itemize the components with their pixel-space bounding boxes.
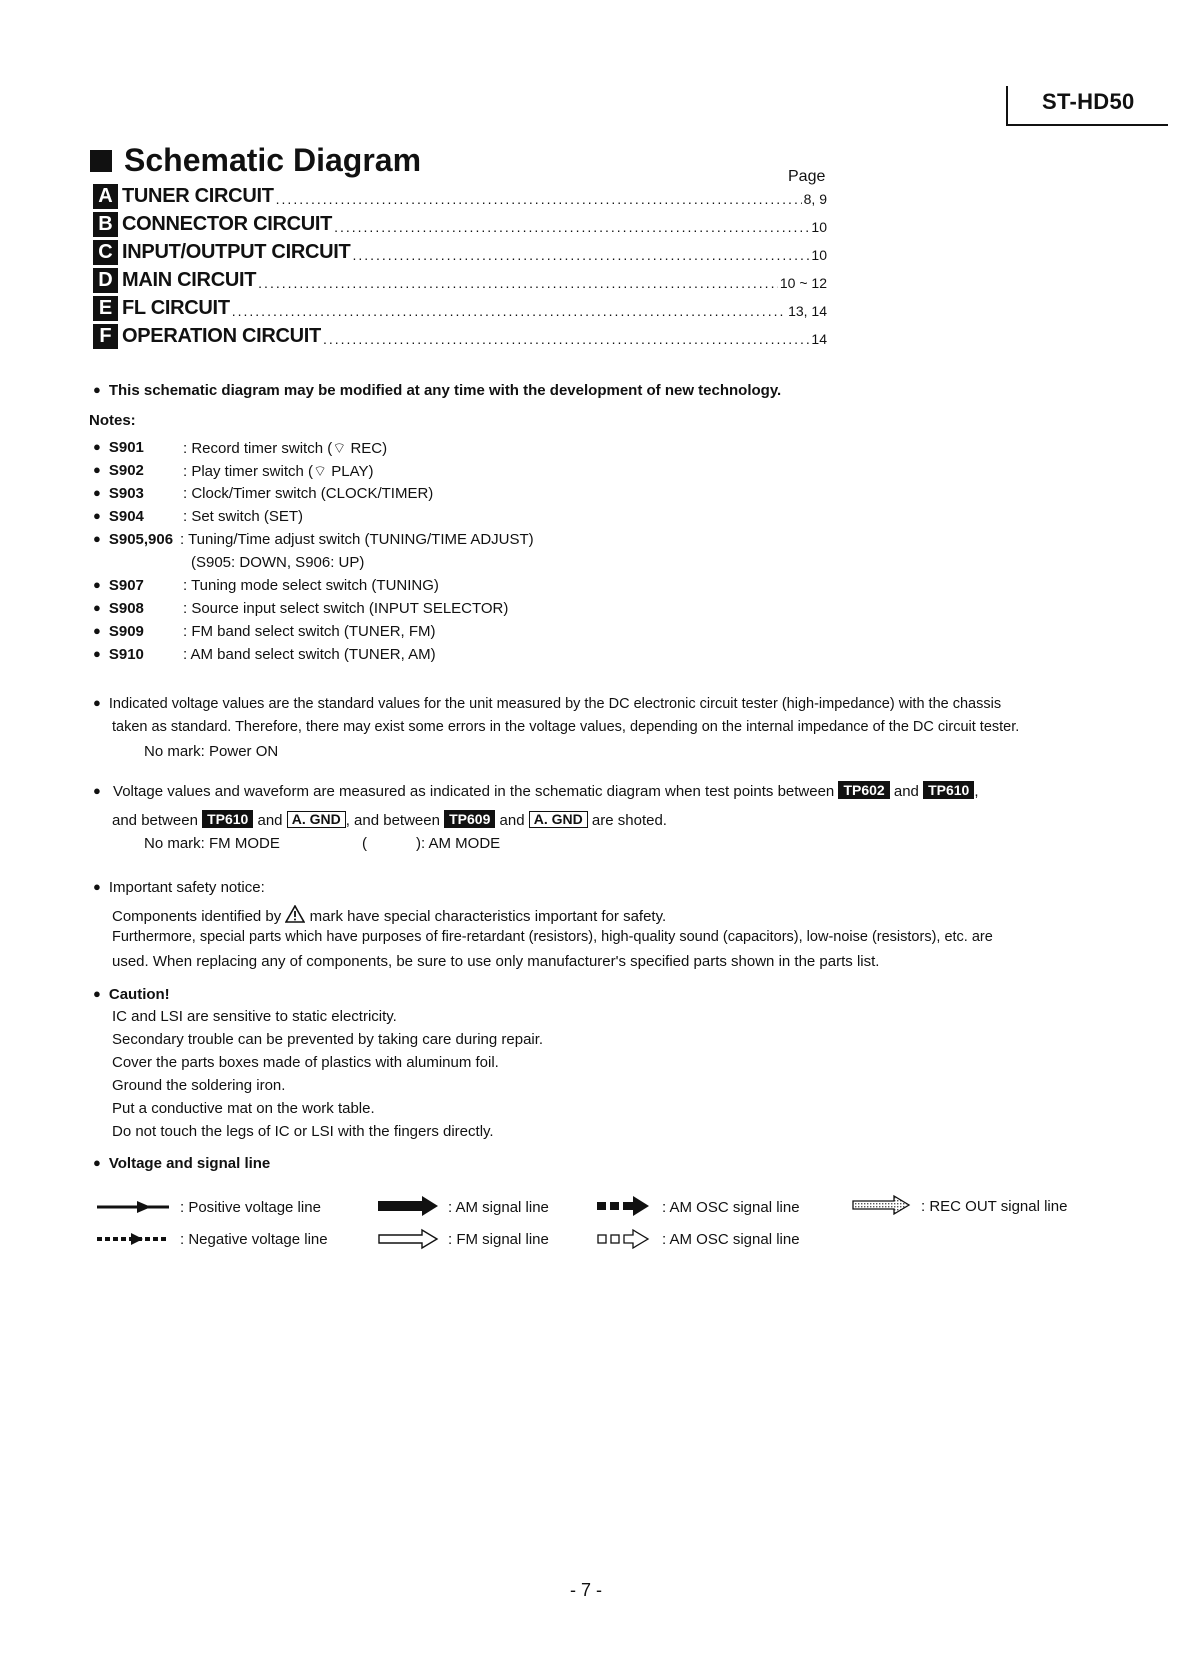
notes-heading: Notes: (89, 412, 136, 429)
warning-triangle-icon (285, 905, 305, 923)
toc-item-operation[interactable] (93, 323, 827, 349)
toc-item-label: MAIN CIRCUIT (122, 269, 257, 291)
safety-heading (93, 879, 265, 896)
switch-desc: : FM band select switch (TUNER, FM) (183, 623, 436, 640)
toc-letter-badge: C (93, 240, 118, 265)
comma-text: , (974, 783, 979, 800)
legend-negative-label: : Negative voltage line (180, 1231, 328, 1248)
toc-item-label: INPUT/OUTPUT CIRCUIT (122, 241, 351, 263)
and-text: and (893, 783, 919, 800)
switch-id (93, 623, 144, 640)
positive-voltage-line-icon (97, 1200, 171, 1214)
safety-text: Components identified by (112, 908, 282, 925)
legend-am-signal-label: : AM signal line (448, 1199, 549, 1216)
switch-id-text: S903 (108, 485, 144, 502)
caution-heading (93, 986, 170, 1003)
voltage-note-line1 (93, 696, 1001, 712)
toc-letter-badge: D (93, 268, 118, 293)
toc-item-page: 8, 9 (803, 191, 827, 207)
agnd-badge: A. GND (287, 811, 346, 828)
waveform-note-line1 (93, 781, 979, 800)
page-title (90, 142, 421, 179)
switch-id-text: S905,906 (108, 531, 174, 548)
switch-id-text: S902 (108, 462, 144, 479)
toc-item-label: FL CIRCUIT (122, 297, 230, 319)
legend-am-osc-label-2: : AM OSC signal line (662, 1231, 800, 1248)
page-number: - 7 - (570, 1580, 603, 1600)
toc-item-page: 10 (811, 219, 827, 235)
switch-id (93, 439, 144, 456)
toc-item-label: CONNECTOR CIRCUIT (122, 213, 333, 235)
legend-fm-signal-label: : FM signal line (448, 1231, 549, 1248)
switch-desc: : Tuning mode select switch (TUNING) (183, 577, 439, 594)
and-between-text: and between (112, 812, 198, 829)
toc-page-header: Page (788, 168, 826, 185)
switch-desc: : Set switch (SET) (183, 508, 304, 525)
toc-letter-badge: A (93, 184, 118, 209)
toc-item-tuner[interactable] (93, 183, 827, 209)
caution-line: Cover the parts boxes made of plastics with aluminum foil. (112, 1054, 499, 1071)
toc-letter-badge: B (93, 212, 118, 237)
rec-out-signal-line-icon (852, 1194, 912, 1216)
toc-letter-badge: E (93, 296, 118, 321)
switch-id-text: S909 (108, 623, 144, 640)
caution-line: Put a conductive mat on the work table. (112, 1100, 375, 1117)
voltage-note-line2: taken as standard. Therefore, there may exist some errors in the voltage values, depending on the internal impedance of the DC circuit tester. (112, 719, 1020, 735)
legend-heading-text: Voltage and signal line (108, 1155, 271, 1172)
toc-item-page: 10 (811, 247, 827, 263)
toc-item-connector[interactable] (93, 211, 827, 237)
caution-line: Secondary trouble can be prevented by taking care during repair. (112, 1031, 544, 1048)
toc-item-fl[interactable] (93, 295, 827, 321)
waveform-note-line2 (112, 810, 667, 829)
toc-letter-badge: F (93, 324, 118, 349)
fm-signal-line-icon (378, 1228, 440, 1250)
am-mode-open-paren: ( (362, 835, 367, 852)
safety-text: mark have special characteristics important for safety. (309, 908, 667, 925)
switch-desc: : Source input select switch (INPUT SELECTOR) (183, 600, 509, 617)
toc-leader-dots (334, 217, 809, 237)
and-between-text: , and between (345, 812, 440, 829)
toc-item-label: OPERATION CIRCUIT (122, 325, 321, 347)
am-osc-filled-line-icon (597, 1195, 651, 1217)
voltage-note-line3: No mark: Power ON (144, 743, 279, 760)
toc-leader-dots (352, 245, 809, 265)
switch-desc-continuation: (S905: DOWN, S906: UP) (191, 554, 365, 571)
safety-heading-text: Important safety notice: (108, 879, 265, 896)
toc-item-page: 13, 14 (788, 303, 827, 319)
legend-am-osc-label-1: : AM OSC signal line (662, 1199, 800, 1216)
legend-rec-out-label: : REC OUT signal line (921, 1198, 1068, 1215)
toc-leader-dots (323, 329, 809, 349)
page-title-text: Schematic Diagram (124, 142, 422, 178)
waveform-note-text: Voltage values and waveform are measured as indicated in the schematic diagram when test points between (113, 783, 835, 800)
switch-desc: : Record timer switch (⌔ REC) (183, 440, 388, 457)
modified-note-text: This schematic diagram may be modified at any time with the development of new technology. (108, 382, 782, 399)
negative-voltage-line-icon (97, 1232, 171, 1246)
model-box (1006, 86, 1168, 126)
agnd-badge: A. GND (529, 811, 588, 828)
caution-heading-text: Caution! (108, 986, 170, 1003)
caution-line: Do not touch the legs of IC or LSI with the fingers directly. (112, 1123, 494, 1140)
switch-id-text: S907 (108, 577, 144, 594)
toc-item-input-output[interactable] (93, 239, 827, 265)
am-signal-line-icon (378, 1195, 440, 1217)
switch-id (93, 485, 144, 502)
caution-line: Ground the soldering iron. (112, 1077, 286, 1094)
toc-item-label: TUNER CIRCUIT (122, 185, 274, 207)
switch-id-text: S901 (108, 439, 144, 456)
legend-positive-label: : Positive voltage line (180, 1199, 321, 1216)
legend-heading (93, 1155, 270, 1172)
toc-leader-dots (276, 189, 802, 209)
toc-item-main[interactable] (93, 267, 827, 293)
and-text: and (257, 812, 283, 829)
fm-mode-note: No mark: FM MODE (144, 835, 280, 852)
switch-id (93, 462, 144, 479)
modified-note (93, 382, 781, 399)
tp609-badge: TP609 (444, 810, 495, 828)
caution-line: IC and LSI are sensitive to static electricity. (112, 1008, 397, 1025)
switch-id-text: S904 (108, 508, 144, 525)
switch-id (93, 577, 144, 594)
voltage-note-text: Indicated voltage values are the standard values for the unit measured by the DC electronic circuit tester (high-impedance) with the chassis (108, 696, 1002, 712)
safety-line3: used. When replacing any of components, be sure to use only manufacturer's specified parts shown in the parts list. (112, 953, 880, 970)
am-osc-outline-line-icon (597, 1228, 651, 1250)
title-bullet-icon (90, 150, 112, 172)
safety-line1 (112, 905, 666, 925)
switch-id-text: S910 (108, 646, 144, 663)
toc-item-page: 10 ~ 12 (779, 275, 827, 291)
tp610-badge: TP610 (202, 810, 253, 828)
switch-id (93, 508, 144, 525)
tp610-badge: TP610 (923, 781, 974, 799)
switch-desc: : Clock/Timer switch (CLOCK/TIMER) (183, 485, 434, 502)
and-text: and (499, 812, 525, 829)
model-name: ST-HD50 (1042, 89, 1135, 114)
toc-leader-dots (258, 273, 778, 293)
safety-line2: Furthermore, special parts which have purposes of fire-retardant (resistors), high-quality sound (capacitors), low-noise (resistors), etc. are (112, 929, 993, 945)
am-mode-note: ): AM MODE (416, 835, 501, 852)
switch-id-text: S908 (108, 600, 144, 617)
tp602-badge: TP602 (838, 781, 889, 799)
switch-id (93, 600, 144, 617)
switch-id (93, 646, 144, 663)
switch-desc: : AM band select switch (TUNER, AM) (183, 646, 436, 663)
toc-item-page: 14 (811, 331, 827, 347)
switch-desc: : Tuning/Time adjust switch (TUNING/TIME ADJUST) (180, 531, 534, 548)
switch-desc: : Play timer switch (⌔ PLAY) (183, 463, 374, 480)
are-shoted-text: are shoted. (591, 812, 667, 829)
switch-id (93, 531, 173, 548)
toc-leader-dots (232, 301, 786, 321)
